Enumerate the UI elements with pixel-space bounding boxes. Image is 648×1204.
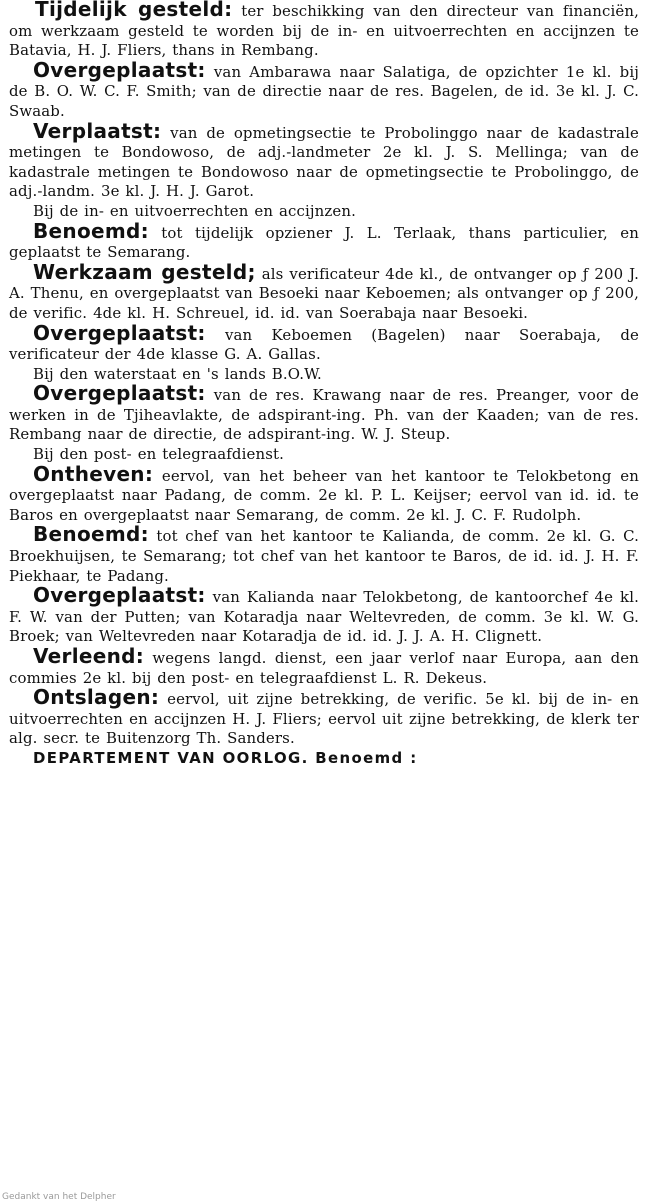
paragraph-text: ter beschikking van den directeur van financiën, om werkzaam gesteld te worden bij de in- en uitvoerrechten en accijnzen te Batavia, H. J. Fliers, thans in Rembang. (9, 2, 639, 60)
paragraph (9, 381, 639, 445)
paragraph-text: tot chef van het kantoor te Kalianda, de comm. 2e kl. G. C. Broekhuijsen, te Semarang; tot chef van het kantoor te Baros, de id. id. J. H. F. Piekhaar, te Padang. (9, 527, 639, 585)
paragraph (9, 259, 639, 324)
section-heading: Bij de in- en uitvoerrechten en accijnzen. (33, 201, 356, 220)
paragraph-text: tot tijdelijk opziener J. L. Terlaak, thans particulier, en geplaatst te Semarang. (9, 223, 639, 262)
paragraph-lead: Overgeplaatst: (33, 57, 206, 82)
paragraph-text: van de res. Krawang naar de res. Preanger, voor de werken in de Tjiheavlakte, de adspirant-ing. Ph. van der Kaaden; van de res. Rembang naar de directie, de adspirant-ing. W. J. Steup. (9, 386, 639, 444)
section-heading: Bij den post- en telegraafdienst. (33, 445, 285, 464)
paragraph-text: van Ambarawa naar Salatiga, de opzichter 1e kl. bij de B. O. W. C. F. Smith; van de directie naar de res. Bagelen, de id. 3e kl. J. C. Swaab. (9, 62, 639, 120)
paragraph (9, 0, 639, 61)
paragraph-lead: Tijdelijk gesteld: (35, 0, 233, 21)
paragraph (9, 461, 639, 526)
paragraph-lead: Overgeplaatst: (33, 381, 206, 406)
paragraph (9, 218, 639, 263)
paragraph-text: eervol, uit zijne betrekking, de verific. 5e kl. bij de in- en uitvoerrechten en accijnzen H. J. Fliers; eervol uit zijne betrekking, de klerk ter alg. secr. te Buitenzorg Th. Sanders. (9, 690, 639, 748)
paragraph-text: als verificateur 4de kl., de ontvanger op ƒ 200 J. A. Thenu, en overgeplaatst van Besoeki naar Keboemen; als ontvanger op ƒ 200, de verific. 4de kl. H. Schreuel, id. id. van Soerabaja naar Besoeki. (9, 264, 639, 322)
paragraph-lead: Verplaatst: (33, 118, 162, 143)
paragraph-text: eervol, van het beheer van het kantoor te Telokbetong en overgeplaatst naar Padang, de comm. 2e kl. P. L. Keijser; eervol van id. id. te Baros en overgeplaatst naar Semarang, de comm. 2e kl. J. C. F. Rudolph. (9, 466, 639, 524)
paragraph-lead: Ontheven: (33, 461, 154, 486)
section-heading: Bij den waterstaat en 's lands B.O.W. (33, 364, 322, 383)
paragraph (9, 57, 639, 122)
paragraph-lead: Overgeplaatst: (33, 320, 206, 345)
paragraph-lead: Benoemd: (33, 218, 149, 243)
paragraph-text: wegens langd. dienst, een jaar verlof naar Europa, aan den commies 2e kl. bij den post- en telegraafdienst L. R. Dekeus. (9, 649, 639, 687)
paragraph-lead: Benoemd: (33, 522, 149, 547)
paragraph-lead: Werkzaam gesteld; (33, 259, 256, 284)
paragraph (9, 320, 639, 365)
paragraph (9, 685, 639, 749)
paragraph (9, 644, 639, 688)
paragraph-text: van Keboemen (Bagelen) naar Soerabaja, de verificateur der 4de klasse G. A. Gallas. (9, 325, 639, 364)
paragraph-lead: Ontslagen: (33, 685, 160, 710)
source-watermark: Gedankt van het Delpher (2, 1192, 116, 1202)
cutoff-heading: DEPARTEMENT VAN OORLOG. Benoemd : (33, 748, 418, 767)
paragraph-lead: Overgeplaatst: (33, 583, 206, 608)
paragraph (9, 522, 639, 586)
paragraph-text: van de opmetingsectie te Probolinggo naar de kadastrale metingen te Bondowoso, de adj.-landmeter 2e kl. J. S. Mellinga; van de kadastrale metingen te Bondowoso naar de opmetingsectie te Probolinggo, de adj.-landm. 3e kl. J. H. J. Garot. (9, 123, 639, 201)
paragraph-lead: Verleend: (33, 644, 145, 668)
paragraph (9, 583, 639, 647)
paragraph-text: van Kalianda naar Telokbetong, de kantoorchef 4e kl. F. W. van der Putten; van Kotaradja naar Weltevreden, de comm. 3e kl. W. G. Broek; van Weltevreden naar Kotaradja de id. id. J. J. A. H. Clignett. (9, 588, 639, 646)
paragraph (9, 118, 639, 202)
article-column (9, 0, 639, 767)
